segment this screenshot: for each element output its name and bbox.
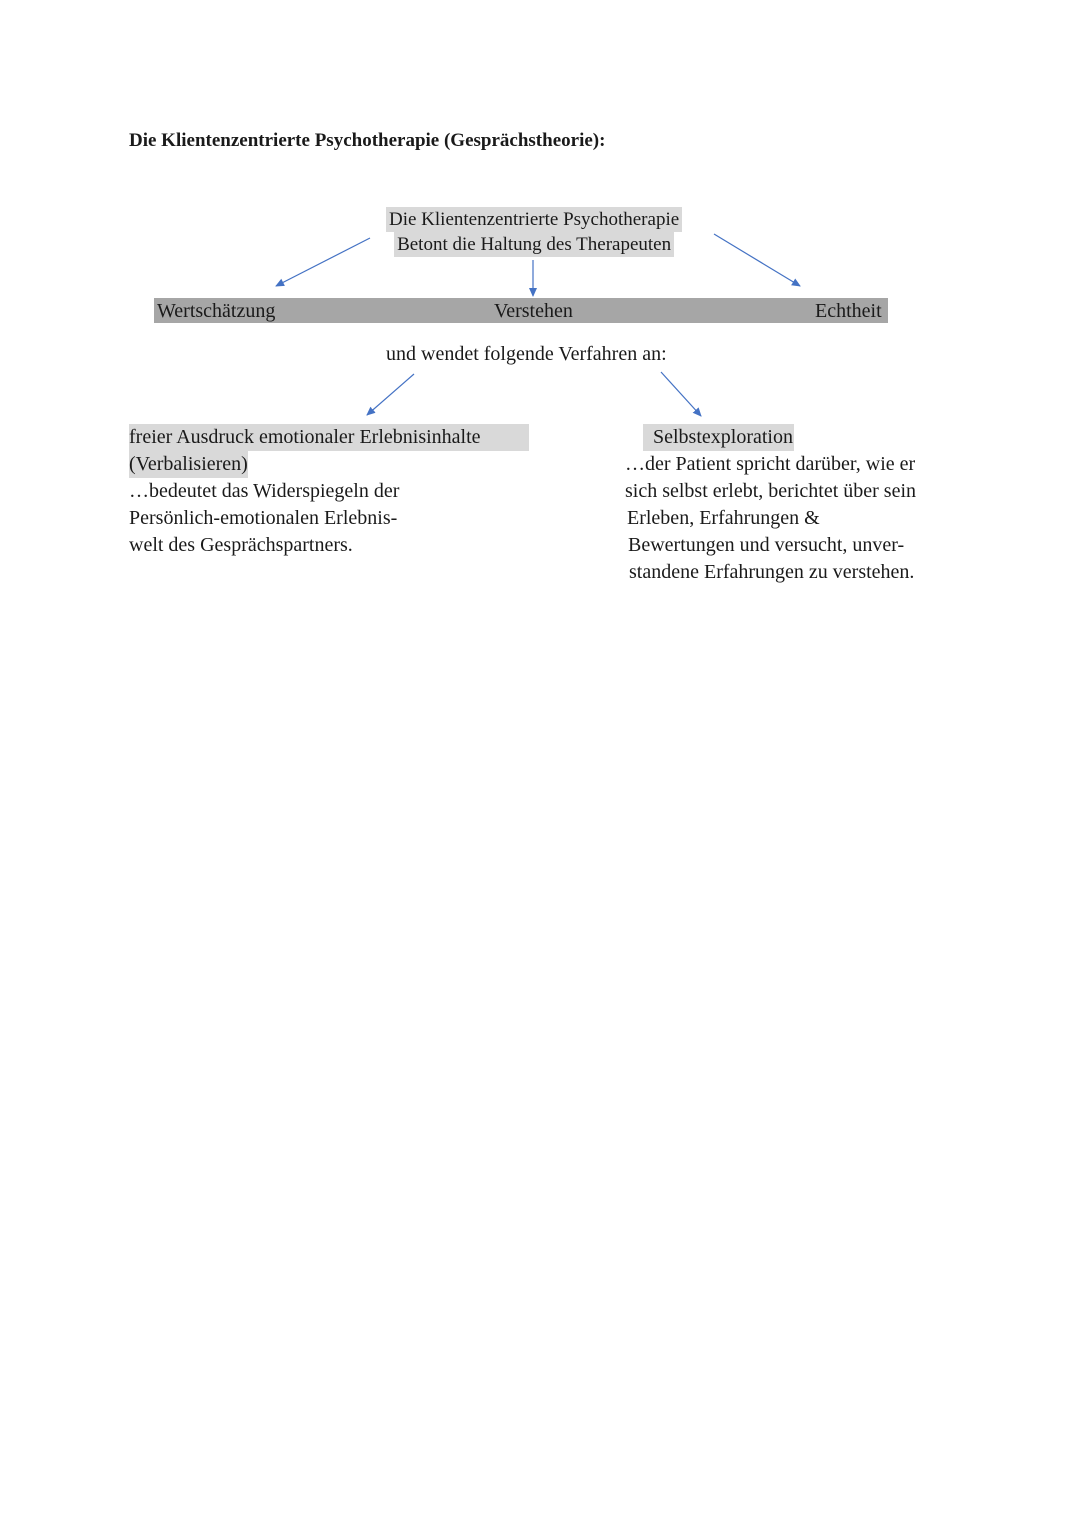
procedure-selbstexploration-body-1: …der Patient spricht darüber, wie er: [625, 453, 916, 475]
attitude-verstehen: Verstehen: [494, 300, 573, 322]
arrow-to-selbstexploration: [661, 372, 701, 416]
central-concept-line-2: Betont die Haltung des Therapeuten: [394, 232, 674, 257]
arrow-to-echtheit: [714, 234, 800, 286]
procedures-intro: und wendet folgende Verfahren an:: [386, 343, 667, 365]
arrow-to-verbalisieren: [367, 374, 414, 415]
procedure-verbalisieren-body-1: …bedeutet das Widerspiegeln der: [129, 480, 400, 502]
procedure-selbstexploration-body-4: Bewertungen und versucht, unver-: [628, 534, 905, 556]
procedure-selbstexploration-title: Selbstexploration: [643, 424, 794, 451]
procedure-verbalisieren-title-1: freier Ausdruck emotionaler Erlebnisinhalte: [129, 424, 529, 451]
attitude-echtheit: Echtheit: [815, 300, 882, 322]
page-title: Die Klientenzentrierte Psychotherapie (Gesprächstheorie):: [129, 130, 606, 151]
attitude-wertschaetzung: Wertschätzung: [157, 300, 276, 322]
procedure-verbalisieren-body-2: Persönlich-emotionalen Erlebnis-: [129, 507, 398, 529]
central-concept-line-1: Die Klientenzentrierte Psychotherapie: [386, 207, 682, 232]
procedure-verbalisieren-body-3: welt des Gesprächspartners.: [129, 534, 353, 556]
procedure-selbstexploration-body: [625, 451, 916, 586]
procedure-verbalisieren: [129, 424, 529, 559]
arrow-to-wertschaetzung: [276, 238, 370, 286]
procedure-selbstexploration-body-5: standene Erfahrungen zu verstehen.: [629, 561, 915, 583]
procedure-selbstexploration-body-3: Erleben, Erfahrungen &: [627, 507, 820, 529]
procedure-selbstexploration-body-2: sich selbst erlebt, berichtet über sein: [625, 480, 917, 502]
procedure-verbalisieren-title-2: (Verbalisieren): [129, 451, 248, 478]
